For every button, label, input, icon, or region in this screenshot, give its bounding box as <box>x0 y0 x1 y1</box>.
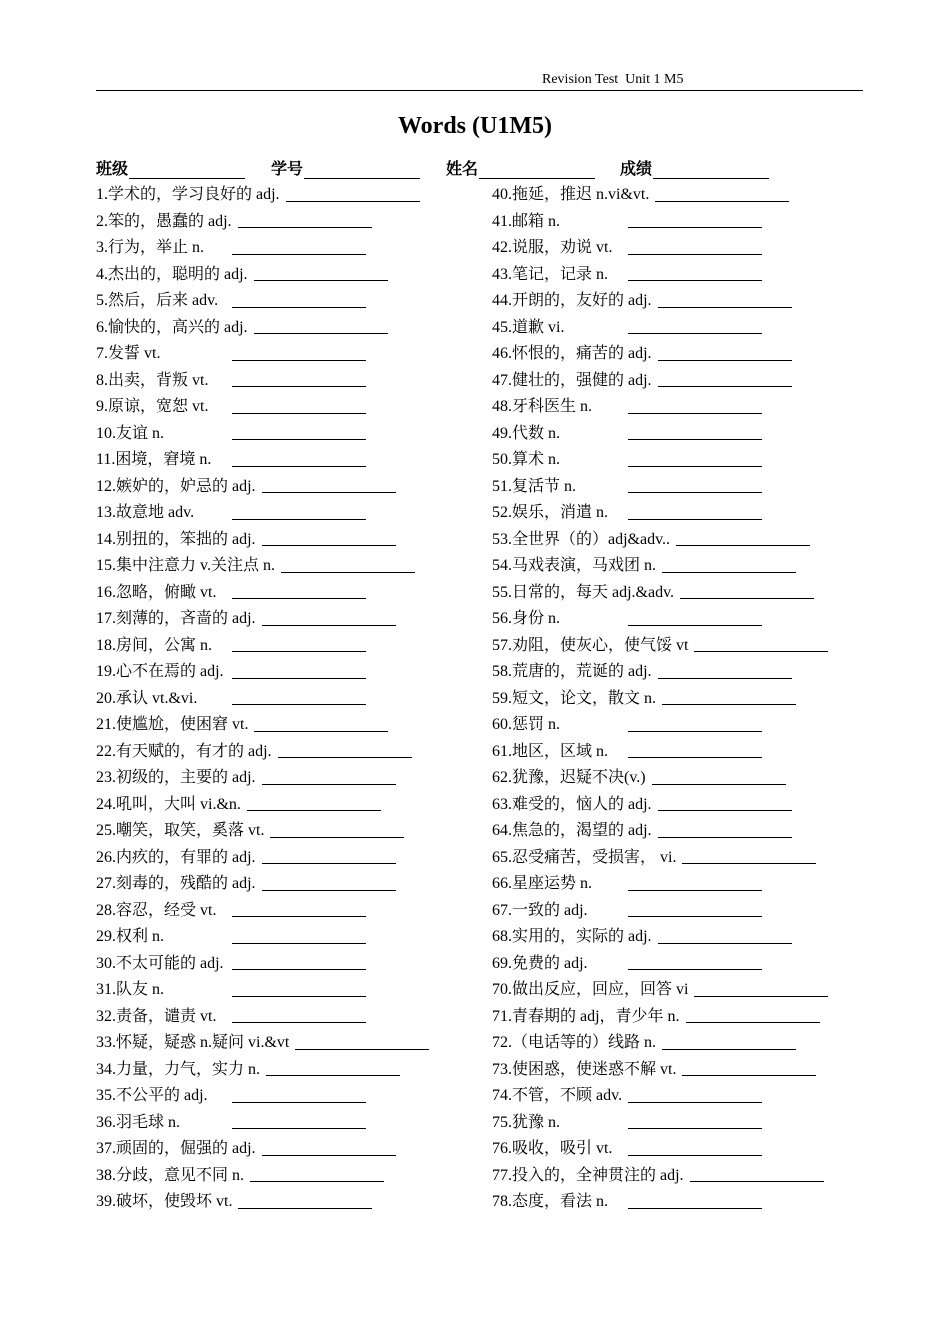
question-item <box>96 1136 289 1163</box>
answer-blank[interactable] <box>628 1155 762 1156</box>
question-prompt: 7.发誓 vt. <box>96 345 161 362</box>
question-prompt: 14.别扭的，笨拙的 adj. <box>96 530 256 548</box>
question-prompt: 52.娱乐，消遣 n. <box>492 504 609 521</box>
answer-blank[interactable] <box>278 757 412 758</box>
question-prompt: 63.难受的，恼人的 adj. <box>492 795 652 813</box>
answer-blank[interactable] <box>628 492 762 493</box>
question-item <box>492 553 688 580</box>
question-prompt: 30.不太可能的 adj. <box>96 954 224 972</box>
question-prompt: 12.嫉妒的，妒忌的 adj. <box>96 477 256 495</box>
question-prompt: 25.嘲笑，取笑，奚落 vt. <box>96 822 265 839</box>
answer-blank[interactable] <box>658 837 792 838</box>
question-item <box>492 209 688 236</box>
question-item <box>492 527 688 554</box>
answer-blank[interactable] <box>658 360 792 361</box>
question-item <box>96 421 289 448</box>
answer-blank[interactable] <box>232 466 366 467</box>
score-label: 成绩 <box>620 161 653 178</box>
name-label: 姓名 <box>446 161 479 178</box>
answer-blank[interactable] <box>686 1022 820 1023</box>
question-prompt: 44.开朗的，友好的 adj. <box>492 292 652 309</box>
question-prompt: 29.权利 n. <box>96 928 165 945</box>
question-item <box>96 818 289 845</box>
student-info-row <box>96 156 863 178</box>
question-prompt: 51.复活节 n. <box>492 477 577 495</box>
answer-blank[interactable] <box>694 651 828 652</box>
answer-blank[interactable] <box>262 890 396 891</box>
question-prompt: 23.初级的，主要的 adj. <box>96 769 256 786</box>
question-item <box>96 1163 289 1190</box>
answer-blank[interactable] <box>232 1128 366 1129</box>
question-item <box>96 845 289 872</box>
score-field[interactable] <box>620 156 769 179</box>
answer-blank[interactable] <box>262 492 396 493</box>
answer-blank[interactable] <box>266 1075 400 1076</box>
question-prompt: 76.吸收，吸引 vt. <box>492 1140 613 1157</box>
question-item <box>96 209 289 236</box>
question-prompt: 24.吼叫，大叫 vi.&n. <box>96 795 241 813</box>
question-item <box>96 182 289 209</box>
question-item <box>96 765 289 792</box>
question-prompt: 39.破坏，使毁坏 vt. <box>96 1193 233 1210</box>
answer-blank[interactable] <box>281 572 415 573</box>
question-prompt: 13.故意地 adv. <box>96 504 195 521</box>
answer-blank[interactable] <box>658 810 792 811</box>
answer-blank[interactable] <box>682 863 816 864</box>
student-number-field[interactable] <box>271 156 420 179</box>
answer-blank[interactable] <box>232 704 366 705</box>
answer-blank[interactable] <box>652 784 786 785</box>
question-prompt: 32.责备，谴责 vt. <box>96 1007 217 1025</box>
question-item <box>96 1083 289 1110</box>
question-item <box>492 341 688 368</box>
answer-blank[interactable] <box>232 969 366 970</box>
class-blank[interactable] <box>129 162 245 179</box>
question-item <box>96 606 289 633</box>
question-item <box>492 368 688 395</box>
question-prompt: 41.邮箱 n. <box>492 212 561 230</box>
question-item <box>492 659 688 686</box>
answer-blank[interactable] <box>232 996 366 997</box>
answer-blank[interactable] <box>662 704 796 705</box>
student-number-blank[interactable] <box>304 162 420 179</box>
question-item <box>492 871 688 898</box>
answer-blank[interactable] <box>628 1102 762 1103</box>
question-prompt: 5.然后，后来 adv. <box>96 292 219 309</box>
answer-blank[interactable] <box>658 307 792 308</box>
class-label: 班级 <box>96 161 129 178</box>
answer-blank[interactable] <box>286 201 420 202</box>
question-item <box>492 1004 688 1031</box>
question-item <box>492 500 688 527</box>
question-prompt: 54.马戏表演，马戏团 n. <box>492 557 657 574</box>
answer-blank[interactable] <box>232 254 366 255</box>
question-prompt: 47.健壮的，强健的 adj. <box>492 371 652 389</box>
answer-blank[interactable] <box>262 625 396 626</box>
question-item <box>492 951 688 978</box>
question-item <box>96 447 289 474</box>
header-text: Revision Test Unit 1 M5 <box>542 72 684 87</box>
question-item <box>96 1189 289 1216</box>
answer-blank[interactable] <box>694 996 828 997</box>
question-item <box>96 394 289 421</box>
question-item <box>492 474 688 501</box>
question-item <box>96 315 289 342</box>
question-prompt: 69.免费的 adj. <box>492 954 588 972</box>
question-prompt: 49.代数 n. <box>492 424 561 442</box>
header-rule <box>96 90 863 91</box>
question-item <box>96 527 289 554</box>
question-prompt: 68.实用的，实际的 adj. <box>492 928 652 945</box>
answer-blank[interactable] <box>628 280 762 281</box>
question-prompt: 67.一致的 adj. <box>492 901 588 919</box>
question-item <box>96 633 289 660</box>
question-item <box>96 686 289 713</box>
answer-blank[interactable] <box>628 1208 762 1209</box>
question-prompt: 8.出卖，背叛 vt. <box>96 371 209 389</box>
question-item <box>492 580 688 607</box>
question-prompt: 17.刻薄的，吝啬的 adj. <box>96 610 256 627</box>
question-item <box>96 288 289 315</box>
question-item <box>492 1057 688 1084</box>
question-prompt: 50.算术 n. <box>492 451 561 468</box>
question-item <box>96 1004 289 1031</box>
question-item <box>492 898 688 925</box>
question-prompt: 75.犹豫 n. <box>492 1113 561 1131</box>
answer-blank[interactable] <box>628 254 762 255</box>
answer-blank[interactable] <box>232 413 366 414</box>
question-prompt: 22.有天赋的，有才的 adj. <box>96 742 272 760</box>
question-item <box>492 633 688 660</box>
question-prompt: 43.笔记，记录 n. <box>492 265 609 283</box>
question-item <box>96 235 289 262</box>
question-prompt: 73.使困惑，使迷惑不解 vt. <box>492 1060 677 1078</box>
answer-blank[interactable] <box>628 890 762 891</box>
question-item <box>492 182 688 209</box>
answer-blank[interactable] <box>232 598 366 599</box>
question-prompt: 78.态度，看法 n. <box>492 1193 609 1210</box>
answer-blank[interactable] <box>232 651 366 652</box>
answer-blank[interactable] <box>658 678 792 679</box>
question-prompt: 9.原谅，宽恕 vt. <box>96 398 209 415</box>
question-item <box>492 818 688 845</box>
question-prompt: 34.力量，力气，实力 n. <box>96 1060 261 1078</box>
question-item <box>492 394 688 421</box>
question-prompt: 40.拖延，推迟 n.vi&vt. <box>492 186 650 203</box>
question-item <box>96 792 289 819</box>
name-blank[interactable] <box>479 162 595 179</box>
question-prompt: 21.使尴尬，使困窘 vt. <box>96 716 249 733</box>
question-item <box>96 580 289 607</box>
question-item <box>492 447 688 474</box>
answer-blank[interactable] <box>628 757 762 758</box>
question-prompt: 19.心不在焉的 adj. <box>96 663 224 680</box>
answer-blank[interactable] <box>662 572 796 573</box>
answer-blank[interactable] <box>247 810 381 811</box>
answer-blank[interactable] <box>232 307 366 308</box>
question-item <box>492 235 688 262</box>
answer-blank[interactable] <box>232 360 366 361</box>
answer-blank[interactable] <box>628 227 762 228</box>
question-item <box>96 262 289 289</box>
question-item <box>96 1110 289 1137</box>
answer-blank[interactable] <box>628 625 762 626</box>
question-item <box>492 1083 688 1110</box>
answer-blank[interactable] <box>655 201 789 202</box>
question-item <box>492 792 688 819</box>
answer-blank[interactable] <box>254 731 388 732</box>
question-prompt: 61.地区，区域 n. <box>492 742 609 760</box>
question-item <box>492 977 688 1004</box>
answer-blank[interactable] <box>238 1208 372 1209</box>
question-prompt: 11.困境，窘境 n. <box>96 451 212 468</box>
question-item <box>96 924 289 951</box>
question-prompt: 53.全世界（的）adj&adv.. <box>492 530 671 548</box>
question-item <box>96 474 289 501</box>
question-item <box>96 341 289 368</box>
question-item <box>96 553 289 580</box>
question-item <box>492 1030 688 1057</box>
question-prompt: 58.荒唐的，荒诞的 adj. <box>492 663 652 680</box>
question-prompt: 74.不管，不顾 adv. <box>492 1087 623 1104</box>
question-prompt: 55.日常的，每天 adj.&adv. <box>492 583 675 601</box>
answer-blank[interactable] <box>628 466 762 467</box>
question-item <box>96 739 289 766</box>
question-item <box>492 1163 688 1190</box>
question-prompt: 38.分歧，意见不同 n. <box>96 1166 245 1184</box>
answer-blank[interactable] <box>232 519 366 520</box>
question-prompt: 64.焦急的，渴望的 adj. <box>492 822 652 839</box>
question-item <box>96 951 289 978</box>
question-prompt: 1.学术的，学习良好的 adj. <box>96 186 280 203</box>
answer-blank[interactable] <box>262 863 396 864</box>
question-prompt: 2.笨的，愚蠢的 adj. <box>96 212 232 230</box>
question-prompt: 10.友谊 n. <box>96 424 165 442</box>
answer-blank[interactable] <box>232 1102 366 1103</box>
answer-blank[interactable] <box>628 969 762 970</box>
question-prompt: 37.顽固的，倔强的 adj. <box>96 1140 256 1157</box>
question-prompt: 33.怀疑，疑惑 n.疑问 vi.&vt <box>96 1034 290 1051</box>
question-item <box>96 977 289 1004</box>
answer-blank[interactable] <box>680 598 814 599</box>
question-item <box>96 500 289 527</box>
question-prompt: 72.（电话等的）线路 n. <box>492 1034 657 1051</box>
answer-blank[interactable] <box>662 1049 796 1050</box>
page-title: Words (U1M5) <box>398 113 552 139</box>
answer-blank[interactable] <box>232 386 366 387</box>
question-item <box>96 871 289 898</box>
question-item <box>492 924 688 951</box>
student-number-label: 学号 <box>271 161 304 178</box>
question-item <box>96 1057 289 1084</box>
question-prompt: 36.羽毛球 n. <box>96 1113 181 1131</box>
answer-blank[interactable] <box>628 439 762 440</box>
answer-blank[interactable] <box>682 1075 816 1076</box>
question-item <box>492 739 688 766</box>
question-item <box>96 898 289 925</box>
answer-blank[interactable] <box>676 545 810 546</box>
question-prompt: 15.集中注意力 v.关注点 n. <box>96 557 275 574</box>
answer-blank[interactable] <box>262 784 396 785</box>
question-item <box>492 1110 688 1137</box>
question-item <box>96 1030 289 1057</box>
answer-blank[interactable] <box>628 333 762 334</box>
answer-blank[interactable] <box>690 1181 824 1182</box>
question-item <box>492 606 688 633</box>
question-prompt: 48.牙科医生 n. <box>492 398 593 415</box>
question-prompt: 77.投入的，全神贯注的 adj. <box>492 1166 684 1184</box>
question-prompt: 3.行为，举止 n. <box>96 239 205 256</box>
question-item <box>492 712 688 739</box>
question-item <box>492 1189 688 1216</box>
answer-blank[interactable] <box>238 227 372 228</box>
question-prompt: 28.容忍，经受 vt. <box>96 901 217 919</box>
question-item <box>492 262 688 289</box>
answer-blank[interactable] <box>232 943 366 944</box>
answer-blank[interactable] <box>262 1155 396 1156</box>
question-item <box>492 315 688 342</box>
answer-blank[interactable] <box>262 545 396 546</box>
question-prompt: 62.犹豫，迟疑不决(v.) <box>492 769 646 786</box>
answer-blank[interactable] <box>658 943 792 944</box>
answer-blank[interactable] <box>658 386 792 387</box>
question-prompt: 59.短文，论文，散文 n. <box>492 689 657 707</box>
question-item <box>492 421 688 448</box>
question-item <box>492 1136 688 1163</box>
question-item <box>96 368 289 395</box>
answer-blank[interactable] <box>232 439 366 440</box>
answer-blank[interactable] <box>628 731 762 732</box>
question-prompt: 45.道歉 vi. <box>492 318 565 336</box>
score-blank[interactable] <box>653 162 769 179</box>
answer-blank[interactable] <box>628 413 762 414</box>
answer-blank[interactable] <box>295 1049 429 1050</box>
question-item <box>492 765 688 792</box>
question-prompt: 16.忽略，俯瞰 vt. <box>96 583 217 601</box>
answer-blank[interactable] <box>232 1022 366 1023</box>
answer-blank[interactable] <box>250 1181 384 1182</box>
question-prompt: 42.说服，劝说 vt. <box>492 239 613 256</box>
answer-blank[interactable] <box>628 519 762 520</box>
question-prompt: 20.承认 vt.&vi. <box>96 689 198 707</box>
answer-blank[interactable] <box>628 916 762 917</box>
question-prompt: 70.做出反应，回应，回答 vi <box>492 981 689 998</box>
right-word-list <box>492 182 688 1216</box>
answer-blank[interactable] <box>628 1128 762 1129</box>
question-item <box>492 288 688 315</box>
question-prompt: 57.劝阻，使灰心，使气馁 vt <box>492 636 689 654</box>
answer-blank[interactable] <box>254 333 388 334</box>
answer-blank[interactable] <box>254 280 388 281</box>
question-prompt: 31.队友 n. <box>96 981 165 998</box>
question-prompt: 35.不公平的 adj. <box>96 1087 208 1104</box>
question-prompt: 71.青春期的 adj，青少年 n. <box>492 1007 680 1025</box>
question-prompt: 60.惩罚 n. <box>492 716 561 733</box>
question-prompt: 27.刻毒的，残酷的 adj. <box>96 875 256 892</box>
question-item <box>96 712 289 739</box>
left-word-list <box>96 182 289 1216</box>
question-prompt: 56.身份 n. <box>492 610 561 627</box>
question-prompt: 65.忍受痛苦，受损害， vi. <box>492 848 677 866</box>
name-field[interactable] <box>446 156 595 179</box>
question-prompt: 66.星座运势 n. <box>492 875 593 892</box>
answer-blank[interactable] <box>232 916 366 917</box>
question-item <box>492 845 688 872</box>
answer-blank[interactable] <box>232 678 366 679</box>
question-item <box>96 659 289 686</box>
question-prompt: 4.杰出的，聪明的 adj. <box>96 265 248 283</box>
question-prompt: 18.房间，公寓 n. <box>96 636 213 654</box>
question-item <box>492 686 688 713</box>
question-prompt: 26.内疚的，有罪的 adj. <box>96 848 256 866</box>
answer-blank[interactable] <box>270 837 404 838</box>
class-field[interactable] <box>96 156 245 179</box>
question-prompt: 6.愉快的，高兴的 adj. <box>96 318 248 336</box>
question-prompt: 46.怀恨的，痛苦的 adj. <box>492 345 652 362</box>
